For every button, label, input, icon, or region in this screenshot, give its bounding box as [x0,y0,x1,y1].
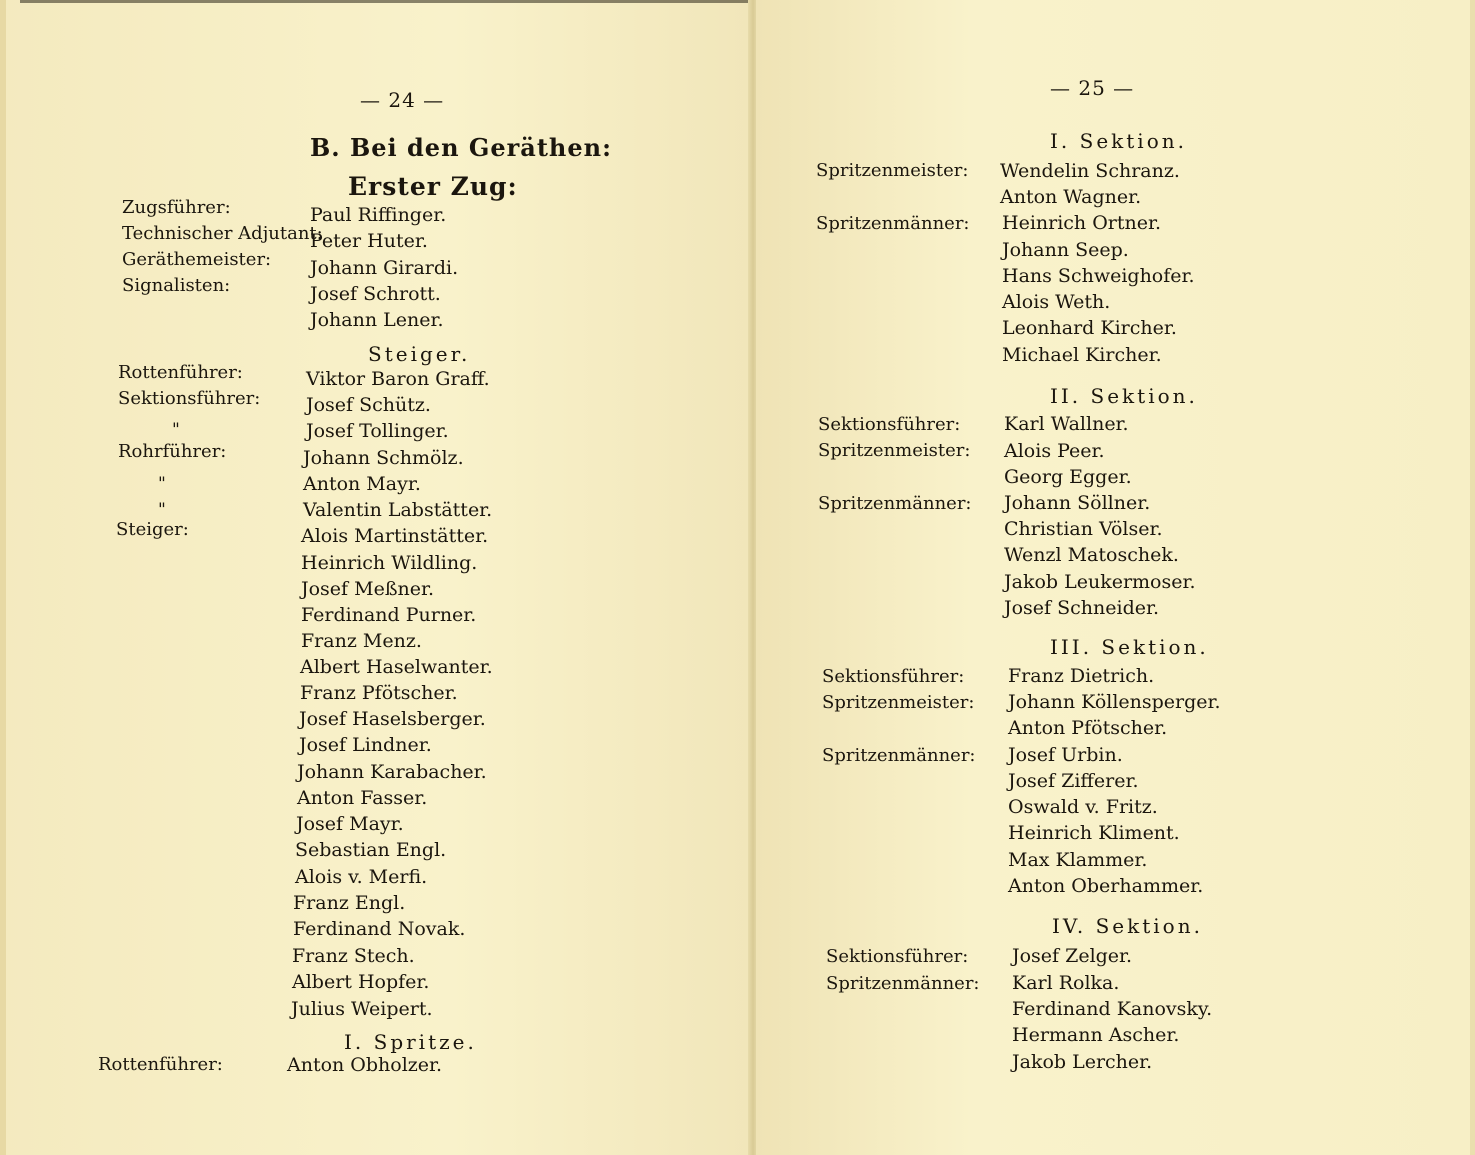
member-name: Johann Köllensperger. [1008,691,1221,713]
spritze-heading: I. Spritze. [344,1030,477,1054]
member-name: Jakob Lercher. [1012,1051,1153,1073]
member-name: Paul Riffinger. [310,204,447,226]
member-name: Johann Lener. [310,309,444,331]
role-label: Spritzenmeister: [818,440,971,461]
role-label: Rottenführer: [98,1054,223,1075]
member-name: Josef Schneider. [1004,597,1160,619]
sektion-heading: IV. Sektion. [1052,914,1203,938]
role-label: Steiger: [116,519,189,540]
role-label: Spritzenmeister: [822,692,975,713]
member-name: Hermann Ascher. [1012,1024,1180,1046]
page-edge [0,0,6,1155]
member-name: Leonhard Kircher. [1002,317,1177,339]
member-name: Hans Schweighofer. [1002,265,1195,287]
role-label: Spritzenmänner: [818,493,972,514]
role-label: Technischer Adjutant: [122,223,323,244]
role-label: Signalisten: [122,275,231,296]
subsection-heading: Erster Zug: [348,172,518,201]
page-number-right: — 25 — [1050,76,1135,100]
member-name: Josef Zifferer. [1008,770,1139,792]
ditto-mark: " [172,420,180,440]
role-label: Spritzenmeister: [816,160,969,181]
member-name: Josef Haselsberger. [299,708,486,730]
member-name: Karl Rolka. [1012,972,1120,994]
member-name: Franz Menz. [301,630,422,652]
member-name: Anton Fasser. [297,787,428,809]
member-name: Josef Meßner. [301,578,435,600]
member-name: Franz Dietrich. [1008,665,1155,687]
member-name: Oswald v. Fritz. [1008,796,1158,818]
member-name: Viktor Baron Graff. [306,368,490,390]
page-edge-top [20,0,750,3]
ditto-mark: " [158,474,166,494]
member-name: Ferdinand Purner. [301,604,477,626]
member-name: Johann Girardi. [310,257,459,279]
member-name: Josef Zelger. [1012,945,1133,967]
page-number-left: — 24 — [360,88,445,112]
member-name: Valentin Labstätter. [303,499,493,521]
section-heading: B. Bei den Geräthen: [310,133,612,162]
member-name: Georg Egger. [1004,466,1132,488]
member-name: Jakob Leukermoser. [1004,571,1196,593]
member-name: Anton Wagner. [1000,186,1142,208]
member-name: Max Klammer. [1008,849,1148,871]
role-label: Rottenführer: [118,362,243,383]
member-name: Franz Engl. [293,892,406,914]
member-name: Johann Karabacher. [297,761,487,783]
member-name: Franz Stech. [292,945,415,967]
steiger-heading: Steiger. [368,342,471,366]
member-name: Albert Hopfer. [292,971,430,993]
member-name: Alois Peer. [1004,440,1105,462]
member-name: Alois Martinstätter. [301,525,489,547]
member-name: Karl Wallner. [1004,413,1129,435]
member-name: Alois v. Merfi. [295,866,428,888]
member-name: Josef Lindner. [299,734,432,756]
member-name: Wendelin Schranz. [1000,160,1180,182]
member-name: Josef Urbin. [1008,744,1123,766]
role-label: Spritzenmänner: [826,973,980,994]
member-name: Heinrich Ortner. [1002,212,1162,234]
member-name: Albert Haselwanter. [300,656,493,678]
member-name: Peter Huter. [310,230,428,252]
role-label: Spritzenmänner: [816,213,970,234]
sektion-heading: II. Sektion. [1050,384,1198,408]
role-label: Sektionsführer: [826,946,969,967]
member-name: Heinrich Kliment. [1008,822,1180,844]
member-name: Sebastian Engl. [295,839,447,861]
sektion-heading: III. Sektion. [1050,635,1209,659]
ditto-mark: " [158,500,166,520]
member-name: Wenzl Matoschek. [1004,544,1179,566]
member-name: Ferdinand Novak. [293,918,466,940]
member-name: Anton Pfötscher. [1008,717,1168,739]
role-label: Spritzenmänner: [822,745,976,766]
member-name: Alois Weth. [1002,291,1111,313]
member-name: Anton Oberhammer. [1008,875,1204,897]
member-name: Josef Mayr. [296,813,404,835]
role-label: Sektionsführer: [818,414,961,435]
member-name: Christian Völser. [1004,518,1163,540]
member-name: Julius Weipert. [291,998,433,1020]
sektion-heading: I. Sektion. [1050,129,1187,153]
member-name: Franz Pfötscher. [300,682,458,704]
member-name: Josef Schütz. [306,394,431,416]
role-label: Sektionsführer: [822,666,965,687]
member-name: Anton Obholzer. [287,1054,443,1076]
member-name: Ferdinand Kanovsky. [1012,998,1213,1020]
role-label: Geräthemeister: [122,249,272,270]
role-label: Sektionsführer: [118,388,261,409]
member-name: Michael Kircher. [1002,344,1162,366]
role-label: Zugsführer: [122,197,231,218]
page-edge [1470,0,1475,1155]
member-name: Johann Schmölz. [303,447,464,469]
member-name: Anton Mayr. [303,473,421,495]
right-page [756,0,1475,1155]
member-name: Heinrich Wildling. [301,552,478,574]
member-name: Josef Tollinger. [306,420,449,442]
member-name: Johann Seep. [1002,239,1129,261]
role-label: Rohrführer: [118,441,227,462]
member-name: Josef Schrott. [310,283,441,305]
member-name: Johann Söllner. [1004,492,1151,514]
